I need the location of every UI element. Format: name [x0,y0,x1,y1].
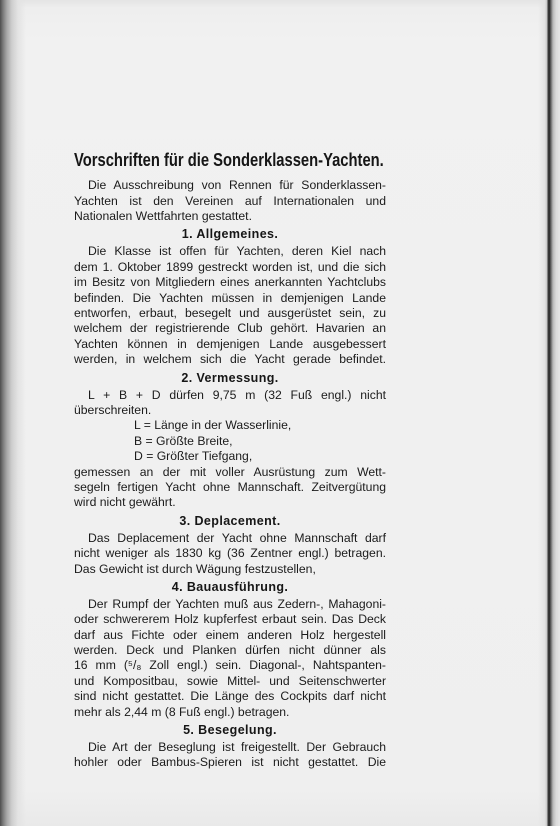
text-line: welchem der registrierende Club gehört. Havarien an [74,321,386,336]
text-line: Yachten können in demjenigen Lande ausgebessert [74,336,386,351]
section-heading: 1. Allgemeines. [181,227,279,242]
section-deplacement [74,531,386,577]
text-line: Der Rumpf der Yachten muß aus Zedern-, Mahagoni- [88,596,386,611]
section-allgemeines [74,244,386,367]
text-line: Die Art der Beseglung ist freigestellt. Der Gebrauch [88,740,386,755]
text-line: Die Klasse ist offen für Yachten, deren Kiel nach [88,244,386,259]
page-title [74,149,386,171]
definition-line: B = Größte Breite, [134,433,233,448]
text-line: 16 mm (⁵/₈ Zoll engl.) sein. Diagonal-, Nahtspanten- [74,658,386,673]
page-title-text: Vorschriften für die Sonderklassen-Yachten. [74,150,384,170]
section-heading: 3. Deplacement. [179,513,281,528]
text-line: L + B + D dürfen 9,75 m (32 Fuß engl.) nicht [88,387,386,402]
text-line: Das Gewicht ist durch Wägung festzustellen, [74,561,316,576]
text-line: entworfen, erbaut, besegelt und ausgerüstet sein, zu [74,306,386,321]
section-heading: 4. Bauausführung. [171,579,289,594]
text-line: werden, in welchem sich die Yacht gerade befindet. [74,352,386,367]
text-line: befinden. Die Yachten müssen in demjenigen Lande [74,290,386,305]
text-line: überschreiten. [74,402,152,417]
text-line: Das Deplacement der Yacht ohne Mannschaft darf [88,530,386,545]
text-line: sind nicht gestattet. Die Länge des Cockpits darf nicht [74,689,386,704]
intro-paragraph [74,178,386,224]
page-edge-right [538,0,560,826]
text-line: und Kompositbau, sowie Mittel- und Seitenschwerter [74,673,386,688]
definition-line: D = Größter Tiefgang, [134,449,253,464]
text-line: segeln fertigen Yacht ohne Mannschaft. Zeitvergütung [74,479,386,494]
text-line: darf aus Fichte oder einem anderen Holz hergestell [74,627,386,642]
text-line: im Besitz von Mitgliedern eines anerkannten Yachtclubs [74,275,386,290]
text-line: werden. Deck und Planken dürfen nicht dünner als [74,643,386,658]
text-line: Die Ausschreibung von Rennen für Sonderklassen- [88,178,386,193]
text-line: Yachten ist den Vereinen auf Internationalen und [74,193,386,208]
text-line: nicht weniger als 1830 kg (36 Zentner engl.) betragen. [74,546,386,561]
text-line: wird nicht gewährt. [74,495,176,510]
definition-line: L = Länge in der Wasserlinie, [134,418,292,433]
text-line: mehr als 2,44 m (8 Fuß engl.) betragen. [74,704,290,719]
text-line: hohler oder Bambus-Spieren ist nicht gestattet. Die [74,755,386,770]
scan-shadow-left [0,0,26,826]
text-line: dem 1. Oktober 1899 gestreckt worden ist, und die sich [74,259,386,274]
text-line: oder schwererem Holz kupferfest erbaut sein. Das Deck [74,612,386,627]
text-block [74,149,386,771]
section-besegelung [74,740,386,771]
section-vermessung [74,388,386,511]
section-bauausfuehrung [74,597,386,720]
section-heading: 5. Besegelung. [183,723,277,738]
section-heading: 2. Vermessung. [181,370,279,385]
text-line: Nationalen Wettfahrten gestattet. [74,209,252,224]
text-line: gemessen an der mit voller Ausrüstung zum Wett- [74,464,386,479]
